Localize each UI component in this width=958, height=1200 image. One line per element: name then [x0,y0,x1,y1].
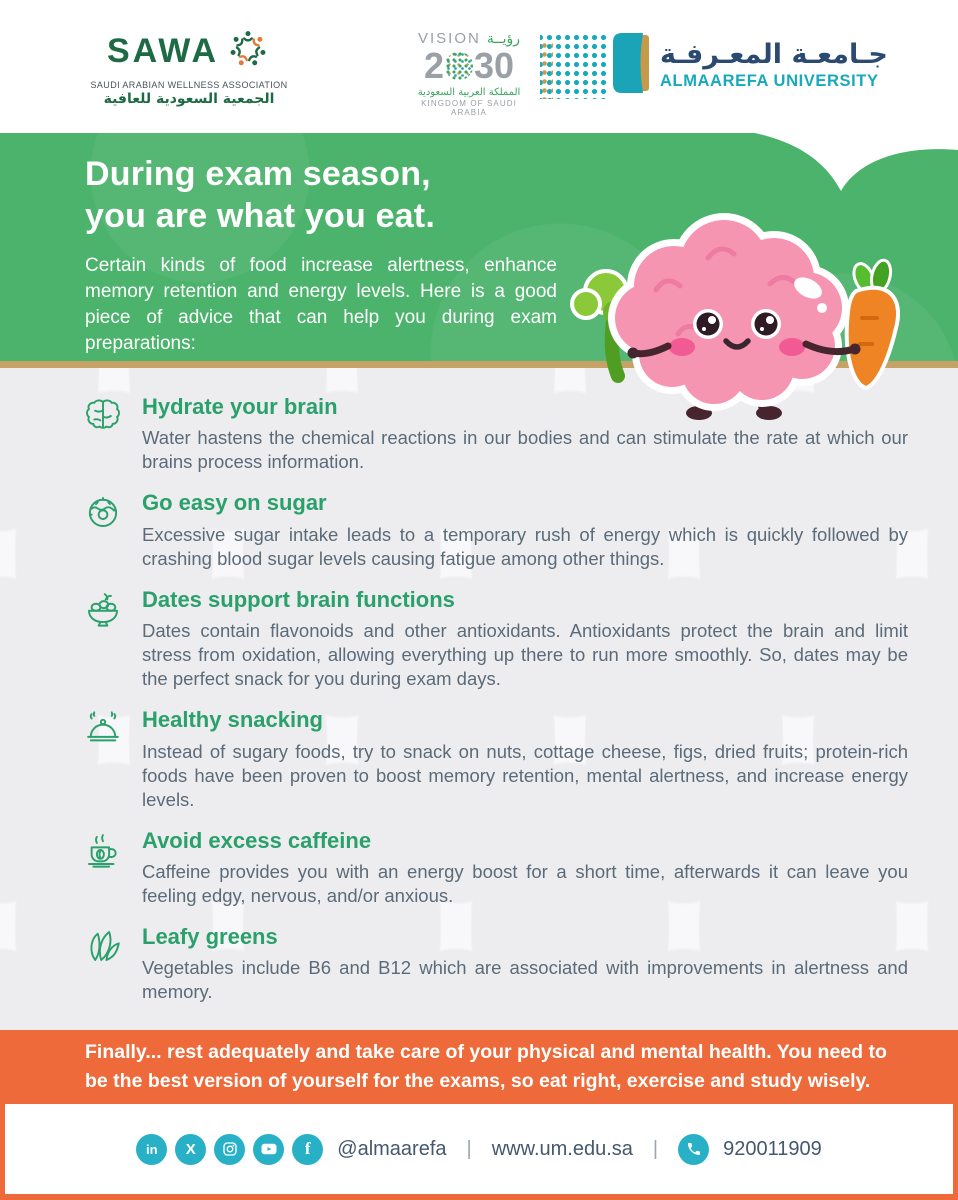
donut-icon [80,490,126,533]
vision-2030-logo [404,30,534,117]
footer-divider: | [466,1137,472,1160]
tips-list [0,368,958,1030]
social-links [136,1134,323,1165]
lettuce-icon [80,924,126,967]
kingdom-english-label: KINGDOM OF SAUDI ARABIA [421,99,517,117]
vision-year [404,45,534,86]
footer [0,1104,958,1200]
page-title [85,153,435,237]
vision-year-prefix: 2 [423,45,444,86]
tip-item-snacking [80,707,908,811]
facebook-icon[interactable]: f [292,1134,323,1165]
university-name-arabic: جـامعـة المعـرفـة [660,39,888,71]
page-title-line-2: you are what you eat. [85,197,435,236]
carrot [847,258,898,388]
brain-icon [80,394,126,437]
website-link[interactable]: www.um.edu.sa [491,1137,633,1160]
vision-ar-label: رؤيــة [486,31,520,47]
tip-item-sugar [80,490,908,570]
brain-mascot-illustration [556,186,916,433]
tip-item-caffeine [80,828,908,908]
tip-item-greens [80,924,908,1004]
phone-icon[interactable] [678,1134,709,1165]
tip-body: Instead of sugary foods, try to snack on nuts, cottage cheese, figs, dried fruits; protein-rich foods have been proven to boost memory retention, mental alertness, and increase energy levels. [142,740,908,810]
tip-title: Healthy snacking [142,707,323,733]
sawa-emblem-icon [225,26,271,77]
vision-en-label: VISION [418,30,481,47]
tip-body: Caffeine provides you with an energy boost for a short time, afterwards it can leave you feeling edgy, nervous, and/or anxious. [142,860,908,906]
tip-body: Vegetables include B6 and B12 which are associated with improvements in alertness and memory. [142,957,908,1003]
coffee-cup-icon [80,828,126,871]
tip-item-dates [80,587,908,691]
header [0,0,958,133]
sawa-full-name-arabic: الجمعية السعودية للعافية [103,91,275,107]
saudi-emblem-icon [445,51,473,81]
closing-banner-text: Finally... rest adequately and take care of your physical and mental health. You need to be the best version of yourself for the exams, so eat right, exercise and study wisely. [85,1040,887,1092]
youtube-icon[interactable] [253,1134,284,1165]
tip-body: Dates contain flavonoids and other antioxidants. Antioxidants protect the brain and limit stress from oxidation, allowing everything up there to run more smoothly. So, dates may be the perfect snack for you during exam days. [142,620,908,690]
closing-banner [0,1030,958,1104]
tip-title: Dates support brain functions [142,586,455,612]
sawa-logo [84,26,294,107]
tip-title: Go easy on sugar [142,490,327,516]
vision-year-suffix: 30 [473,45,515,86]
linkedin-icon[interactable]: in [136,1134,167,1165]
footer-divider: | [652,1137,659,1160]
sawa-wordmark: SAWA [106,32,220,70]
university-logo [540,30,888,101]
social-handle: @almaarefa [337,1137,447,1160]
university-book-icon [610,30,652,101]
tip-body: Water hastens the chemical reactions in our bodies and can stimulate the rate at which our brains process information. [142,427,908,473]
phone-number[interactable]: 920011909 [723,1137,822,1160]
tip-title: Leafy greens [142,924,278,950]
x-twitter-icon[interactable]: X [175,1134,206,1165]
tip-title: Avoid excess caffeine [142,827,372,853]
page-title-line-1: During exam season, [85,155,431,193]
tip-title: Hydrate your brain [142,394,338,419]
hero-intro-text: Certain kinds of food increase alertness, enhance memory retention and energy levels. Here is a good piece of advice that can help you during exam preparations: [85,255,557,355]
instagram-icon[interactable] [214,1134,245,1165]
tip-body: Excessive sugar intake leads to a temporary rush of energy which is quickly followed by crashing blood sugar levels causing fatigue among other things. [142,523,908,569]
university-dots-pattern [540,33,606,99]
university-name-english: ALMAAREFA UNIVERSITY [660,71,879,90]
cloche-icon [80,707,126,750]
kingdom-arabic-label: المملكة العربية السعودية [417,87,521,98]
dates-bowl-icon [80,587,126,630]
sawa-full-name: SAUDI ARABIAN WELLNESS ASSOCIATION [90,80,288,90]
